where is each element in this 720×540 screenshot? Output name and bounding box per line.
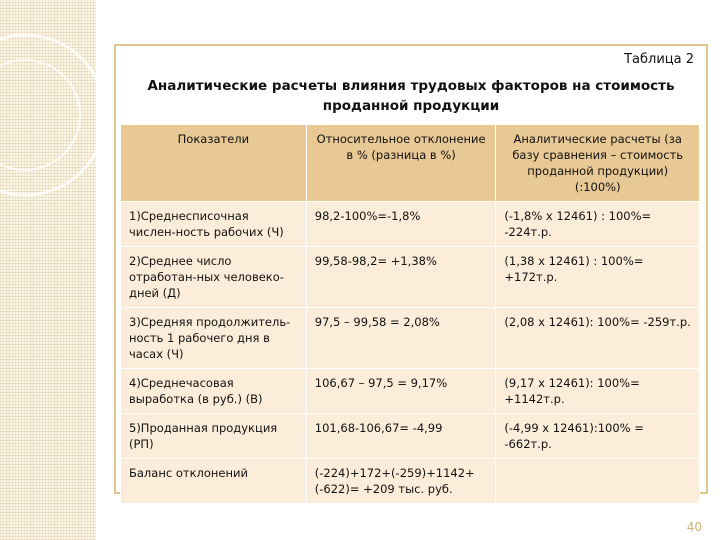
table-row: [121, 308, 700, 369]
row-calculation: (9,17 х 12461): 100%= +1142т.р.: [496, 369, 700, 414]
row-calculation: (-4,99 х 12461):100% = -662т.р.: [496, 414, 700, 459]
row-deviation: 99,58-98,2= +1,38%: [306, 247, 496, 308]
row-indicator: 2)Среднее число отработан-ных человеко-дней (Д): [121, 247, 307, 308]
header-analytic-calculations: Аналитические расчеты (за базу сравнения – стоимость проданной продукции) (:100%): [496, 125, 700, 202]
table-header-row: [121, 125, 700, 202]
row-deviation: 106,67 – 97,5 = 9,17%: [306, 369, 496, 414]
row-indicator: 1)Среднесписочная числен-ность рабочих (Ч): [121, 202, 307, 247]
table-row: [121, 202, 700, 247]
table-row: [121, 247, 700, 308]
row-indicator: 3)Средняя продолжитель-ность 1 рабочего дня в часах (Ч): [121, 308, 307, 369]
row-indicator: Баланс отклонений: [121, 459, 307, 504]
title-line-1: Аналитические расчеты влияния трудовых факторов на стоимость: [147, 78, 675, 94]
row-deviation: 97,5 – 99,58 = 2,08%: [306, 308, 496, 369]
table-title: [116, 76, 706, 116]
analysis-table: [120, 124, 700, 504]
table-row: [121, 414, 700, 459]
row-indicator: 4)Среднечасовая выработка (в руб.) (В): [121, 369, 307, 414]
row-calculation: [496, 459, 700, 504]
row-calculation: (-1,8% х 12461) : 100%= -224т.р.: [496, 202, 700, 247]
decorative-background-strip: [0, 0, 96, 540]
header-indicators: Показатели: [121, 125, 307, 202]
row-deviation: 101,68-106,67= -4,99: [306, 414, 496, 459]
page-number: 40: [686, 520, 702, 534]
title-line-2: проданной продукции: [322, 98, 500, 114]
row-deviation: 98,2-100%=-1,8%: [306, 202, 496, 247]
decorative-circles: [0, 30, 110, 200]
table-label: Таблица 2: [624, 52, 694, 67]
table-row: [121, 369, 700, 414]
row-calculation: (2,08 х 12461): 100%= -259т.р.: [496, 308, 700, 369]
table-row: [121, 459, 700, 504]
row-indicator: 5)Проданная продукция (РП): [121, 414, 307, 459]
header-relative-deviation: Относительное отклонение в % (разница в %): [306, 125, 496, 202]
slide-frame: [114, 44, 708, 494]
row-deviation: (-224)+172+(-259)+1142+(-622)= +209 тыс. руб.: [306, 459, 496, 504]
row-calculation: (1,38 х 12461) : 100%= +172т.р.: [496, 247, 700, 308]
